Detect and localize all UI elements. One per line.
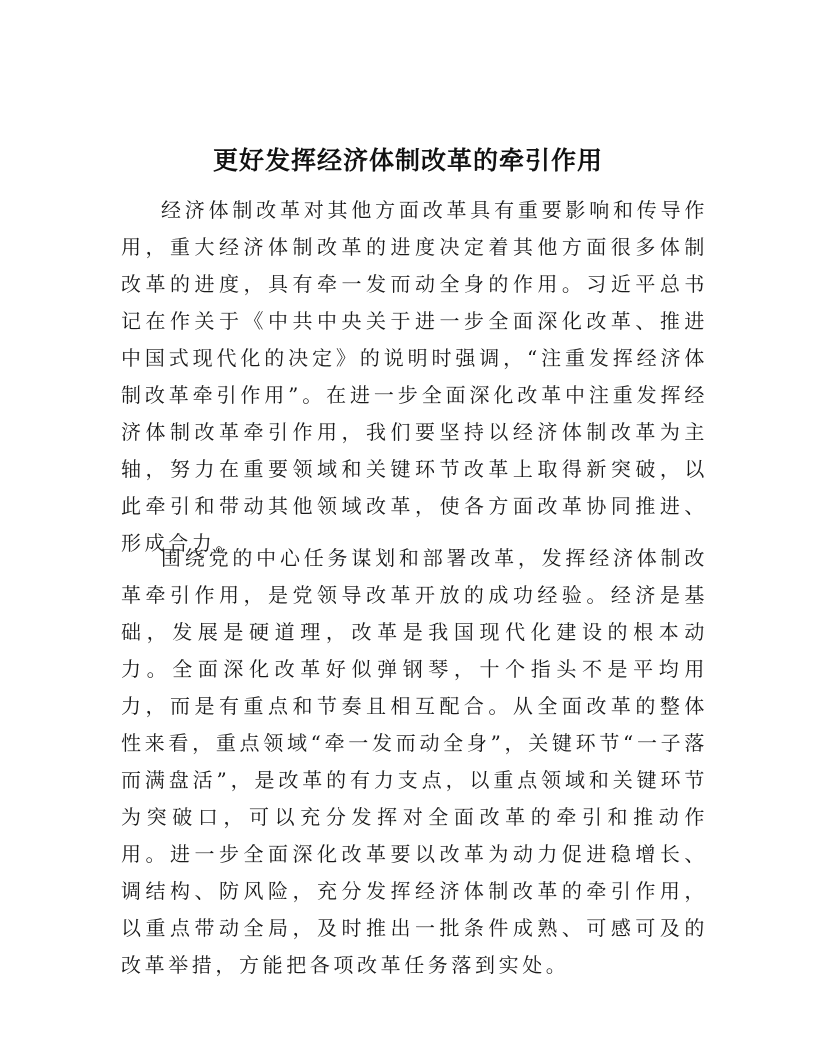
body-paragraph-2: 围绕党的中心任务谋划和部署改革，发挥经济体制改革牵引作用，是党领导改革开放的成功经验。经济是基础，发展是硬道理，改革是我国现代化建设的根本动力。全面深化改革好似弹钢琴，十个指头不是平均用力，而是有重点和节奏且相互配合。从全面改革的整体性来看，重点领域“牵一发而动全身”，关键环节“一子落而满盘活”，是改革的有力支点，以重点领域和关键环节为突破口，可以充分发挥对全面改革的牵引和推动作用。进一步全面深化改革要以改革为动力促进稳增长、调结构、防风险，充分发挥经济体制改革的牵引作用，以重点带动全局，及时推出一批条件成熟、可感可及的改革举措，方能把各项改革任务落到实处。 xyxy=(121,546,708,977)
document-title: 更好发挥经济体制改革的牵引作用 xyxy=(212,146,603,175)
body-paragraph-1: 经济体制改革对其他方面改革具有重要影响和传导作用，重大经济体制改革的进度决定着其他方面很多体制改革的进度，具有牵一发而动全身的作用。习近平总书记在作关于《中共中央关于进一步全面深化改革、推进中国式现代化的决定》的说明时强调，“注重发挥经济体制改革牵引作用”。在进一步全面深化改革中注重发挥经济体制改革牵引作用，我们要坚持以经济体制改革为主轴，努力在重要领域和关键环节改革上取得新突破，以此牵引和带动其他领域改革，使各方面改革协同推进、形成合力。 xyxy=(121,198,708,555)
